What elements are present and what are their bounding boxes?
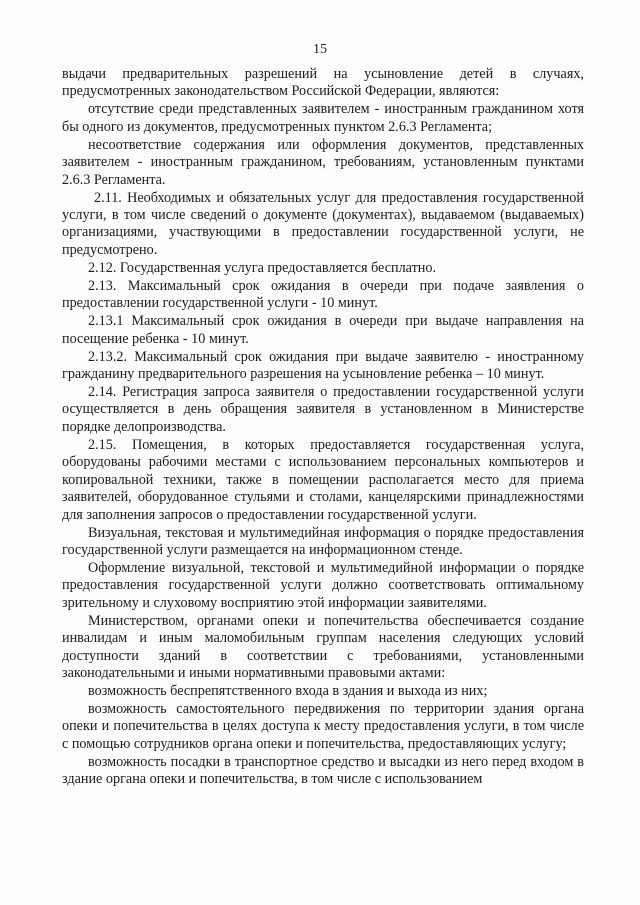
document-body xyxy=(62,66,584,789)
paragraph-2-14: 2.14. Регистрация запроса заявителя о предоставлении государственной услуги осуществляется в день обращения заявителя в установленном в Министерстве порядке делопроизводства. xyxy=(62,384,584,435)
paragraph-info-stand: Визуальная, текстовая и мультимедийная информация о порядке предоставления государственной услуги размещается на информационном стенде. xyxy=(62,524,584,558)
paragraph-accessibility: Министерством, органами опеки и попечительства обеспечивается создание инвалидам и иным маломобильным группам населения следующих условий доступности зданий в соответствии с требованиями, установленными законодательными и иными нормативными правовыми актами: xyxy=(62,612,584,681)
list-item-entrance: возможность беспрепятственного входа в здания и выхода из них; xyxy=(88,682,488,699)
paragraph-2-13-1: 2.13.1 Максимальный срок ожидания в очереди при выдаче направления на посещение ребенка - 10 минут. xyxy=(62,313,584,347)
paragraph-2-11: 2.11. Необходимых и обязательных услуг для предоставления государственной услуги, в том числе сведений о документе (документах), выдаваемом (выдаваемых) организациями, участвующими в предоставлении государственной услуги, не предусмотрено. xyxy=(62,189,584,258)
paragraph-continuation: выдачи предварительных разрешений на усыновление детей в случаях, предусмотренных законодательством Российской Федерации, являются: xyxy=(62,66,584,100)
paragraph-refusal-reason-2: несоответствие содержания или оформления документов, представленных заявителем - иностранным гражданином, требованиям, установленным пунктами 2.6.3 Регламента. xyxy=(62,136,584,188)
paragraph-info-design: Оформление визуальной, текстовой и мультимедийной информации о порядке предоставления государственной услуги должно соответствовать оптимальному зрительному и слуховому восприятию этой информации заявителями. xyxy=(62,559,584,611)
paragraph-2-15: 2.15. Помещения, в которых предоставляется государственная услуга, оборудованы рабочими местами с использованием персональных компьютеров и копировальной техники, также в помещении располагается место для приема заявителей, оборудованное стульями и столами, канцелярскими принадлежностями для заполнения запросов о предоставлении государственной услуги. xyxy=(62,436,584,523)
paragraph-2-13: 2.13. Максимальный срок ожидания в очереди при подаче заявления о предоставлении государственной услуги - 10 минут. xyxy=(62,277,584,312)
list-item-transport: возможность посадки в транспортное средство и высадки из него перед входом в здание органа опеки и попечительства, в том числе с использованием xyxy=(62,753,584,788)
paragraph-2-12: 2.12. Государственная услуга предоставляется бесплатно. xyxy=(88,259,437,276)
page-number: 15 xyxy=(313,42,327,57)
paragraph-2-13-2: 2.13.2. Максимальный срок ожидания при выдаче заявителю - иностранному гражданину предварительного разрешения на усыновление ребенка – 10 минут. xyxy=(62,348,584,383)
list-item-movement: возможность самостоятельного передвижения по территории здания органа опеки и попечительства в целях доступа к месту предоставления услуги, в том числе с помощью сотрудников органа опеки и попечительства, предоставляющих услугу; xyxy=(62,700,584,752)
paragraph-refusal-reason-1: отсутствие среди представленных заявителем - иностранным гражданином хотя бы одного из документов, предусмотренных пунктом 2.6.3 Регламента; xyxy=(62,101,584,135)
